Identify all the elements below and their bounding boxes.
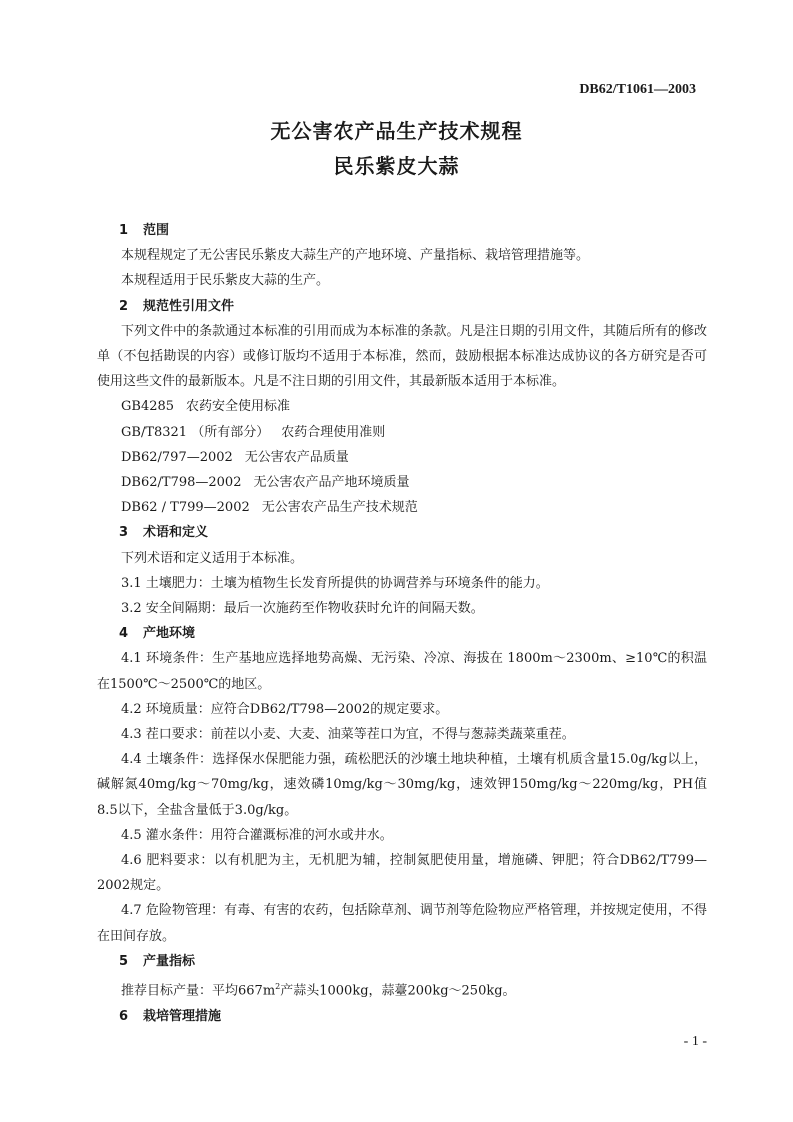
document-code: DB62/T1061—2003	[579, 82, 696, 97]
section-heading: 1 范围	[119, 223, 170, 238]
paragraph: 3.2 安全间隔期：最后一次施药至作物收获时允许的间隔天数。	[121, 601, 484, 617]
paragraph: 4.7 危险物管理：有毒、有害的农药，包括除草剂、调节剂等危险物应严格管理，并按规定使用，不得在田间存放。	[97, 903, 707, 944]
reference-item: GB4285 农药安全使用标准	[121, 399, 291, 415]
paragraph: 4.1 环境条件：生产基地应选择地势高燥、无污染、冷凉、海拔在 1800m～2300m、≥10℃的积温在1500℃～2500℃的地区。	[97, 651, 707, 692]
page-number: - 1 -	[683, 1034, 707, 1049]
paragraph: 4.3 茬口要求：前茬以小麦、大麦、油菜等茬口为宜，不得与葱蒜类蔬菜重茬。	[121, 727, 575, 743]
section-heading: 3 术语和定义	[119, 525, 209, 541]
section-heading: 5 产量指标	[119, 953, 196, 969]
paragraph: 本规程规定了无公害民乐紫皮大蒜生产的产地环境、产量指标、栽培管理措施等。	[121, 248, 590, 264]
reference-item: GB/T8321 （所有部分） 农药合理使用准则	[121, 424, 386, 440]
paragraph: 4.2 环境质量：应符合DB62/T798—2002的规定要求。	[121, 701, 449, 717]
paragraph: 3.1 土壤肥力：土壤为植物生长发育所提供的协调营养与环境条件的能力。	[121, 575, 549, 591]
paragraph: 本规程适用于民乐紫皮大蒜的生产。	[121, 273, 330, 289]
reference-item: DB62 / T799—2002 无公害农产品生产技术规范	[121, 500, 418, 516]
document-title: 无公害农产品生产技术规程	[270, 119, 523, 143]
document-subtitle: 民乐紫皮大蒜	[333, 154, 460, 178]
paragraph: 4.5 灌水条件：用符合灌溉标准的河水或井水。	[121, 827, 393, 843]
paragraph: 下列文件中的条款通过本标准的引用而成为本标准的条款。凡是注日期的引用文件，其随后所有的修改单（不包括勘误的内容）或修订版均不适用于本标准，然而，鼓励根据本标准达成协议的各方研究是否可使用这些文件的最新版本。凡是不注日期的引用文件，其最新版本适用于本标准。	[97, 323, 707, 390]
section-heading: 4 产地环境	[119, 626, 196, 642]
paragraph: 下列术语和定义适用于本标准。	[121, 550, 304, 566]
paragraph: 4.4 土壤条件：选择保水保肥能力强，疏松肥沃的沙壤土地块种植，土壤有机质含量15.0g/kg以上，碱解氮40mg/kg～70mg/kg，速效磷10mg/kg～30mg/kg，速效钾150mg/kg～220mg/kg，PH值8.5以下，全盐含量低于3.0g/kg。	[97, 752, 707, 818]
paragraph: 4.6 肥料要求：以有机肥为主，无机肥为辅，控制氮肥使用量，增施磷、钾肥；符合DB62/T799—2002规定。	[97, 853, 707, 894]
paragraph: 推荐目标产量：平均$667m^2$产蒜头1000kg，蒜薹200kg～250kg。	[121, 982, 516, 999]
section-heading: 6 栽培管理措施	[119, 1008, 222, 1024]
section-heading: 2 规范性引用文件	[119, 298, 235, 314]
reference-item: DB62/797—2002 无公害农产品质量	[121, 449, 349, 465]
reference-item: DB62/T798—2002 无公害农产品产地环境质量	[121, 475, 410, 491]
document-body	[97, 218, 707, 1029]
